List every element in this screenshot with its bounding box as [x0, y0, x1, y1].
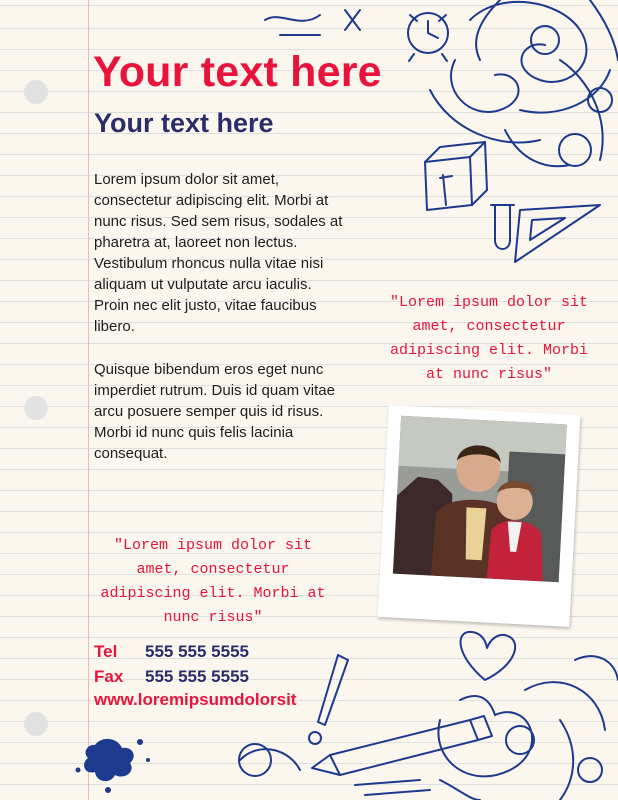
- fax-value: 555 555 5555: [145, 667, 249, 686]
- body-paragraph: Lorem ipsum dolor sit amet, consectetur adipiscing elit. Morbi at nunc risus. Sed sem risus, sodales at pharetra at, laoreet non lectus. Vestibulum rhoncus nulla vitae nisi aliquam ut vulputate arcu iaculis. Proin nec elit justo, vitae faucibus libero.: [94, 171, 343, 335]
- fax-label: Fax: [94, 667, 124, 686]
- fax-row: [94, 664, 354, 689]
- photo-illustration: [393, 416, 567, 582]
- cube-icon: [425, 142, 487, 210]
- tel-row: [94, 639, 354, 664]
- pull-quote: "Lorem ipsum dolor sit amet, consectetur adipiscing elit. Morbi at nunc risus": [389, 294, 589, 383]
- pull-quote: "Lorem ipsum dolor sit amet, consectetur adipiscing elit. Morbi at nunc risus": [100, 537, 326, 626]
- bottom-scribbles: [239, 744, 430, 795]
- website-link[interactable]: www.loremipsumdolorsit: [94, 690, 297, 709]
- swirl-doodle-bottom: [438, 656, 618, 800]
- triangle-ruler-icon: [515, 205, 600, 262]
- heart-icon: [461, 632, 516, 680]
- ink-splat-icon: [76, 739, 151, 793]
- polaroid-photo-frame: [378, 405, 581, 627]
- test-tube-icon: [491, 205, 514, 249]
- tel-label: Tel: [94, 642, 118, 661]
- page-subtitle: Your text here: [94, 108, 274, 138]
- tel-value: 555 555 5555: [145, 642, 249, 661]
- math-scribbles: [265, 10, 360, 35]
- swirl-doodle-top: [430, 0, 618, 166]
- photo-image: [393, 416, 567, 582]
- contact-block: [94, 639, 354, 689]
- alarm-clock-icon: [408, 13, 448, 61]
- body-paragraph: Quisque bibendum eros eget nunc imperdiet rutrum. Duis id quam vitae arcu posuere semper quis id risus. Morbi id nunc quis felis lacinia consequat.: [94, 361, 335, 462]
- page-title: Your text here: [93, 48, 382, 96]
- pencil-icon: [312, 716, 492, 775]
